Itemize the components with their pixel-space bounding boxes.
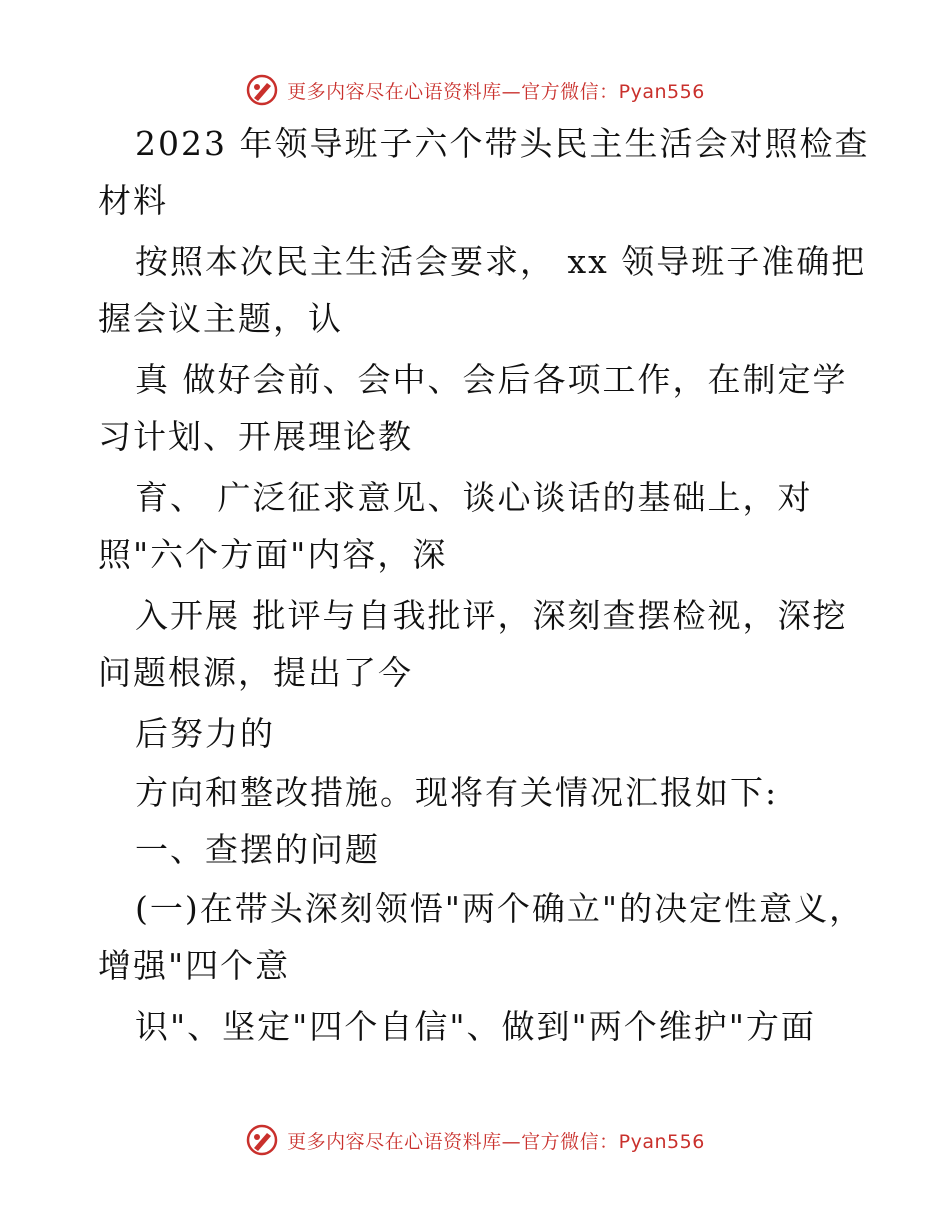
paragraph-line: 识"、坚定"四个自信"、做到"两个维护"方面 xyxy=(135,1007,816,1046)
pen-seal-logo-icon xyxy=(245,73,279,107)
pen-seal-logo-icon xyxy=(245,1123,279,1157)
paragraph-line: 入开展 批评与自我批评，深刻查摆检视，深挖 xyxy=(135,596,848,635)
title-line-1: 2023 年领导班子六个带头民主生活会对照检查 xyxy=(135,124,870,163)
watermark-text: 更多内容尽在心语资料库—官方微信：Pyan556 xyxy=(287,80,705,103)
paragraph-line: 后努力的 xyxy=(135,714,275,753)
paragraph-line: 增强"四个意 xyxy=(98,946,291,985)
section-heading: 一、查摆的问题 xyxy=(135,830,380,869)
header-watermark xyxy=(0,70,950,110)
paragraph-line: 真 做好会前、会中、会后各项工作，在制定学 xyxy=(135,360,848,399)
watermark-text: 更多内容尽在心语资料库—官方微信：Pyan556 xyxy=(287,1130,705,1153)
paragraph-line: 习计划、开展理论教 xyxy=(98,417,413,456)
paragraph-line: 握会议主题，认 xyxy=(98,299,343,338)
paragraph-line: 问题根源，提出了今 xyxy=(98,653,413,692)
paragraph-line: 按照本次民主生活会要求， xx 领导班子准确把 xyxy=(135,242,867,281)
title-line-2: 材料 xyxy=(98,181,168,220)
paragraph-line: 育、 广泛征求意见、谈心谈话的基础上，对 xyxy=(135,478,813,517)
paragraph-line: 方向和整改措施。现将有关情况汇报如下: xyxy=(135,773,779,812)
paragraph-line: 照"六个方面"内容，深 xyxy=(98,535,448,574)
footer-watermark xyxy=(0,1120,950,1160)
subsection-heading: (一)在带头深刻领悟"两个确立"的决定性意义， xyxy=(135,889,865,928)
